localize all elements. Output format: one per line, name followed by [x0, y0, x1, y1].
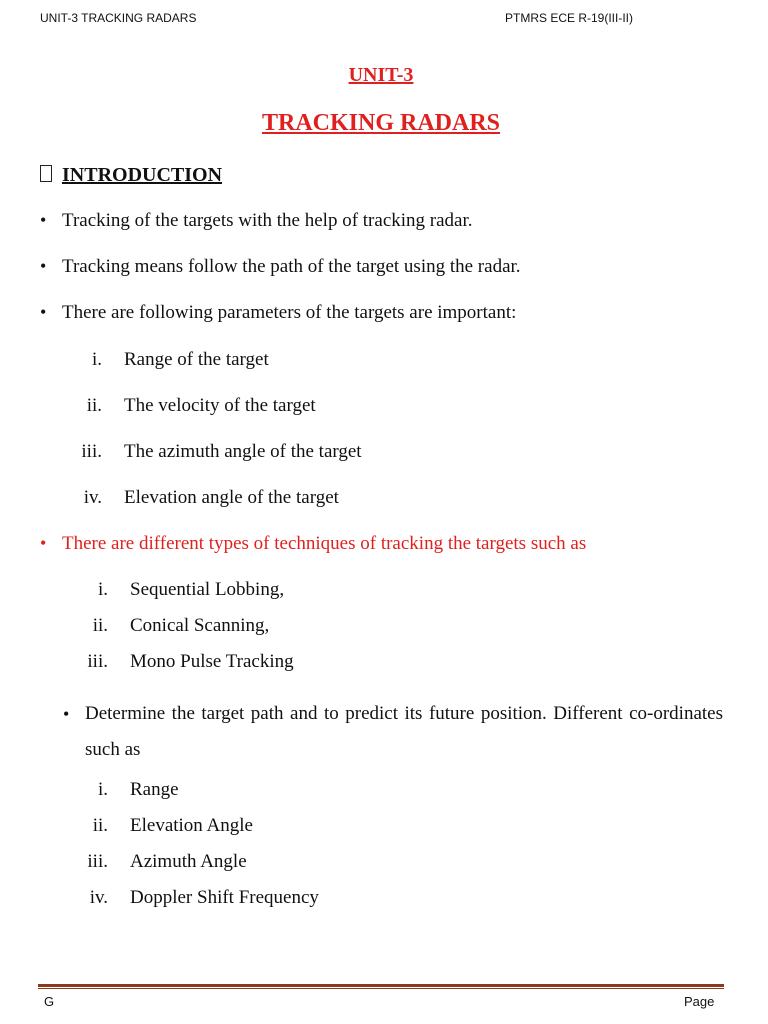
determine-paragraph: [63, 696, 723, 768]
list-text: The azimuth angle of the target: [124, 441, 362, 462]
footer-divider-thin: [38, 988, 724, 989]
list-text: Elevation angle of the target: [124, 487, 339, 508]
list-text: Range: [130, 779, 179, 800]
parameter-item: [81, 441, 362, 463]
list-text: Elevation Angle: [130, 815, 253, 836]
footer-page-label: Page: [684, 994, 715, 1009]
list-number: ii.: [86, 395, 102, 416]
bullet-text: Tracking of the targets with the help of tracking radar.: [62, 210, 473, 231]
coordinate-item: [97, 779, 179, 801]
list-number: iii.: [87, 651, 108, 672]
technique-item: [87, 651, 294, 673]
bullet-item: [40, 256, 521, 278]
list-text: Range of the target: [124, 349, 269, 370]
parameter-item: [86, 395, 316, 417]
bullet-text: Tracking means follow the path of the target using the radar.: [62, 256, 521, 277]
list-text: The velocity of the target: [124, 395, 316, 416]
coordinate-item: [87, 851, 247, 873]
page-header-right: PTMRS ECE R-19(III-II): [505, 11, 634, 25]
bullet-item: [40, 302, 516, 324]
coordinate-item: [92, 815, 253, 837]
unit-title: UNIT-3: [348, 64, 414, 86]
bullet-text: There are different types of techniques of tracking the targets such as: [62, 533, 587, 554]
list-text: Doppler Shift Frequency: [130, 887, 319, 908]
technique-item: [97, 579, 285, 601]
document-title: TRACKING RADARS: [261, 110, 501, 136]
bullet-text: There are following parameters of the targets are important:: [62, 302, 517, 323]
list-text: Sequential Lobbing,: [130, 579, 285, 600]
bullet-icon: •: [40, 256, 47, 276]
footer-left-text: G: [44, 994, 55, 1009]
list-number: iii.: [81, 441, 102, 462]
bullet-icon: •: [40, 210, 47, 230]
list-number: iv.: [89, 887, 108, 908]
bullet-icon: •: [40, 302, 47, 322]
list-number: i.: [91, 349, 102, 370]
list-number: ii.: [92, 615, 108, 636]
page-header-left: UNIT-3 TRACKING RADARS: [40, 11, 197, 25]
bullet-icon: •: [40, 533, 47, 553]
list-number: i.: [97, 779, 108, 800]
bullet-icon: •: [63, 704, 70, 724]
list-text: Mono Pulse Tracking: [130, 651, 294, 672]
paragraph-text: Determine the target path and to predict its future position. Different co-ordinates such as: [85, 703, 723, 760]
list-number: ii.: [92, 815, 108, 836]
footer-divider: [38, 984, 724, 987]
list-number: iii.: [87, 851, 108, 872]
list-number: iv.: [83, 487, 102, 508]
checkbox-icon: [40, 165, 52, 182]
section-heading: [40, 164, 222, 187]
highlighted-bullet-item: [40, 533, 586, 555]
section-heading-text: INTRODUCTION: [62, 164, 223, 186]
list-number: i.: [97, 579, 108, 600]
bullet-item: [40, 210, 473, 232]
parameter-item: [83, 487, 339, 509]
list-text: Conical Scanning,: [130, 615, 270, 636]
parameter-item: [91, 349, 269, 371]
list-text: Azimuth Angle: [130, 851, 247, 872]
coordinate-item: [89, 887, 319, 909]
technique-item: [92, 615, 270, 637]
